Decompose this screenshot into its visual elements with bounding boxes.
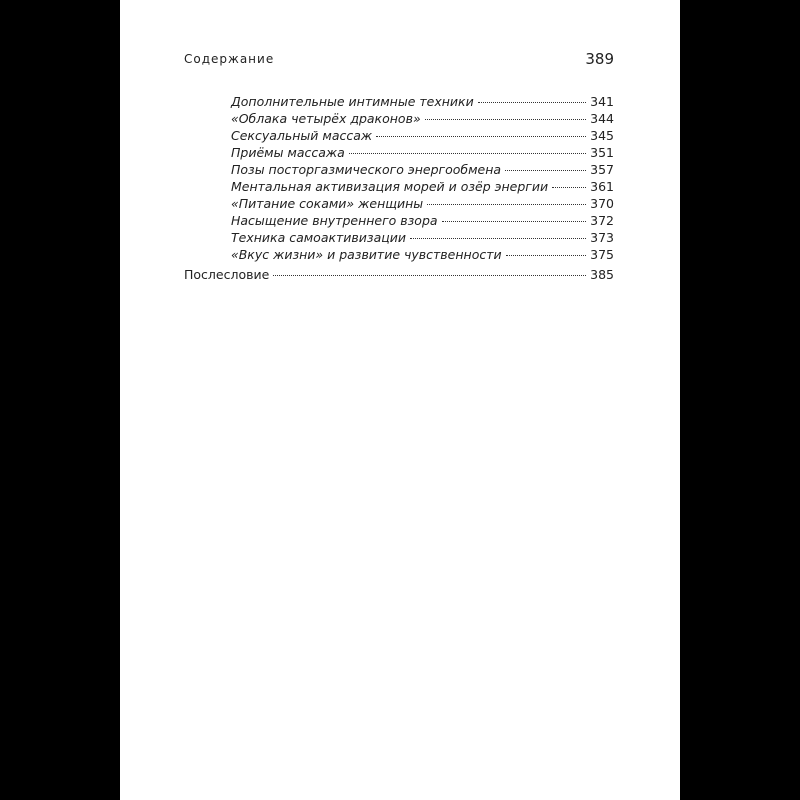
toc-entry	[184, 229, 614, 246]
toc-entry	[184, 93, 614, 110]
dot-leader	[478, 102, 586, 103]
toc-entry-title: Дополнительные интимные техники	[231, 94, 474, 109]
toc-entry	[184, 212, 614, 229]
dot-leader	[427, 204, 586, 205]
toc-entry	[184, 178, 614, 195]
dot-leader	[425, 119, 586, 120]
toc-entry-page: 361	[590, 179, 614, 194]
running-head	[184, 50, 614, 70]
toc-entry-page: 385	[590, 267, 614, 282]
dot-leader	[376, 136, 586, 137]
toc-entry	[184, 195, 614, 212]
toc-entry-page: 341	[590, 94, 614, 109]
toc-entry	[184, 110, 614, 127]
toc-entry-page: 375	[590, 247, 614, 262]
toc-entry	[184, 127, 614, 144]
page-number: 389	[585, 50, 614, 68]
table-of-contents	[184, 93, 614, 283]
toc-entry-title: Послесловие	[184, 267, 270, 282]
toc-entry	[184, 144, 614, 161]
toc-entry-page: 344	[590, 111, 614, 126]
dot-leader	[349, 153, 586, 154]
toc-entry-title: «Вкус жизни» и развитие чувственности	[231, 247, 502, 262]
dot-leader	[505, 170, 586, 171]
toc-entry-page: 372	[590, 213, 614, 228]
toc-entry-page: 345	[590, 128, 614, 143]
toc-entry-title: Позы посторгазмического энергообмена	[231, 162, 502, 177]
toc-entry-title: Техника самоактивизации	[231, 230, 406, 245]
dot-leader	[552, 187, 586, 188]
toc-entry	[184, 246, 614, 263]
running-title: Содержание	[184, 52, 275, 66]
toc-entry-page: 370	[590, 196, 614, 211]
toc-entry-title: «Питание соками» женщины	[231, 196, 424, 211]
toc-entry-title: Ментальная активизация морей и озёр энергии	[231, 179, 549, 194]
dot-leader	[506, 255, 587, 256]
toc-entry-title: Насыщение внутреннего взора	[231, 213, 438, 228]
toc-entry-title: Сексуальный массаж	[231, 128, 373, 143]
toc-entry-page: 351	[590, 145, 614, 160]
toc-entry-page: 373	[590, 230, 614, 245]
book-page	[120, 0, 680, 800]
dot-leader	[410, 238, 586, 239]
toc-entry	[184, 266, 614, 283]
toc-entry-page: 357	[590, 162, 614, 177]
toc-entry	[184, 161, 614, 178]
toc-entry-title: «Облака четырёх драконов»	[231, 111, 421, 126]
dot-leader	[442, 221, 587, 222]
dot-leader	[273, 275, 586, 276]
toc-entry-title: Приёмы массажа	[231, 145, 345, 160]
